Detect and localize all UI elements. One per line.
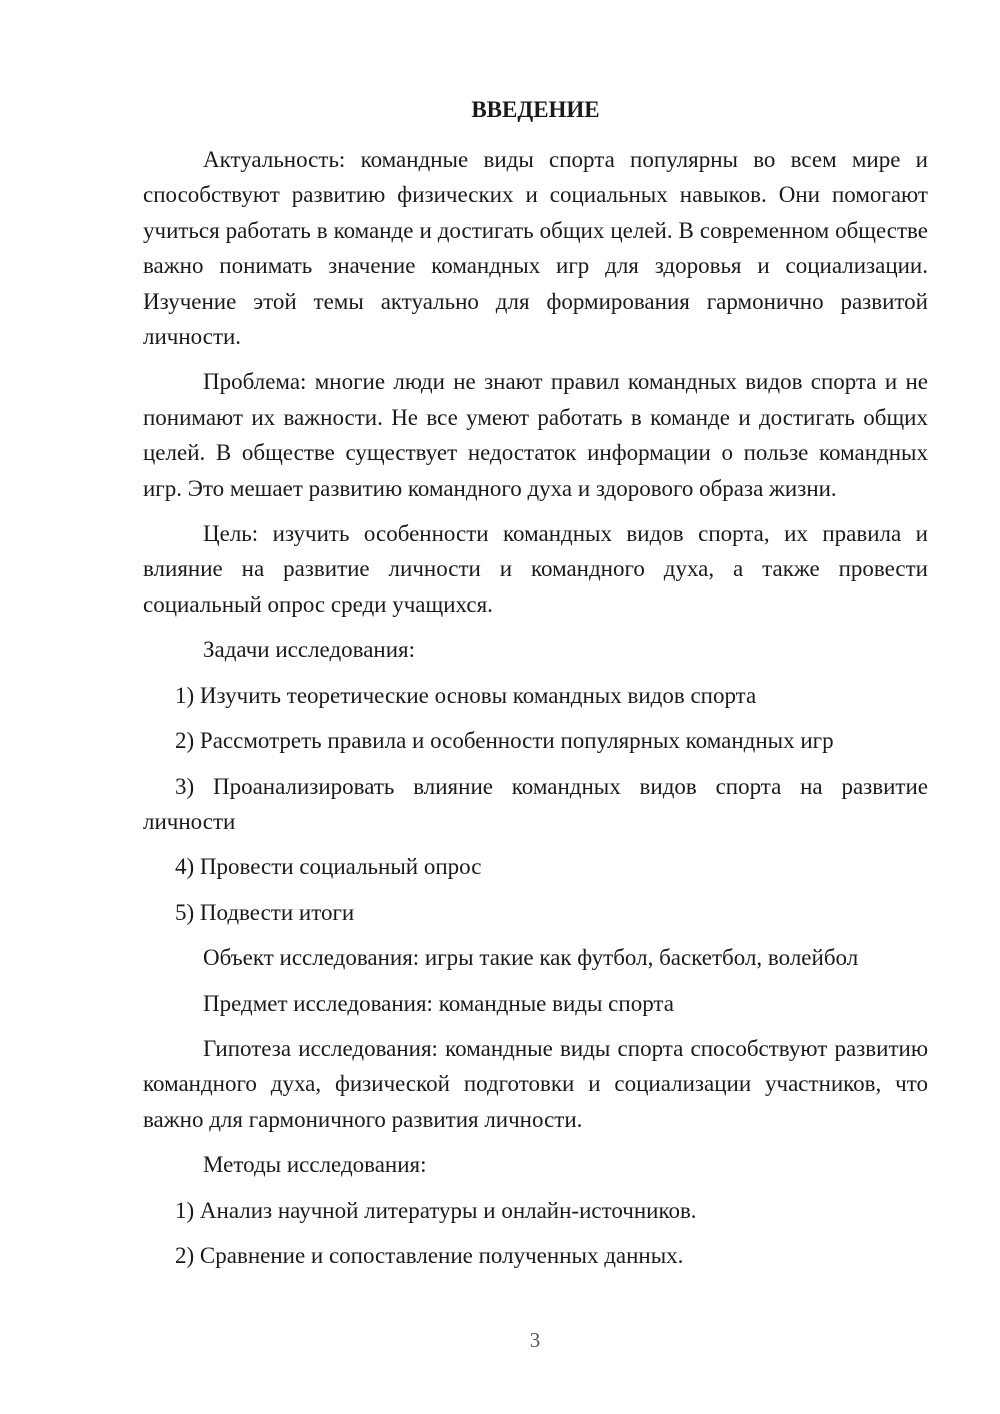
page-number: 3 [529, 1328, 541, 1352]
task-item: 5) Подвести итоги [175, 899, 355, 925]
page-content [143, 92, 928, 1283]
task-item: 4) Провести социальный опрос [175, 854, 482, 880]
method-item: 2) Сравнение и сопоставление полученных данных. [175, 1242, 684, 1268]
method-item: 1) Анализ научной литературы и онлайн-источников. [175, 1197, 697, 1223]
problem-paragraph: Проблема: многие люди не знают правил командных видов спорта и не понимают их важности. Не все умеют работать в команде и достигать общих целей. В обществе существует недостаток информации о пользе командных игр. Это мешает развитию командного духа и здорового образа жизни. [143, 369, 928, 501]
section-title: ВВЕДЕНИЕ [471, 97, 600, 122]
tasks-heading: Задачи исследования: [203, 637, 416, 663]
relevance-paragraph: Актуальность: командные виды спорта популярны во всем мире и способствуют развитию физических и социальных навыков. Они помогают учиться работать в команде и достигать общих целей. В современном обществе важно понимать значение командных игр для здоровья и социализации. Изучение этой темы актуально для формирования гармонично развитой личности. [143, 147, 928, 350]
task-item: 2) Рассмотреть правила и особенности популярных командных игр [175, 728, 834, 754]
task-item: 3) Проанализировать влияние командных видов спорта на развитие личности [143, 773, 928, 834]
hypothesis-paragraph: Гипотеза исследования: командные виды спорта способствуют развитию командного духа, физической подготовки и социализации участников, что важно для гармоничного развития личности. [143, 1035, 928, 1132]
task-item: 1) Изучить теоретические основы командных видов спорта [175, 682, 757, 708]
goal-paragraph: Цель: изучить особенности командных видов спорта, их правила и влияние на развитие личности и командного духа, а также провести социальный опрос среди учащихся. [143, 521, 928, 617]
research-subject: Предмет исследования: командные виды спорта [203, 990, 674, 1016]
research-object: Объект исследования: игры такие как футбол, баскетбол, волейбол [203, 945, 859, 971]
methods-heading: Методы исследования: [203, 1152, 427, 1178]
